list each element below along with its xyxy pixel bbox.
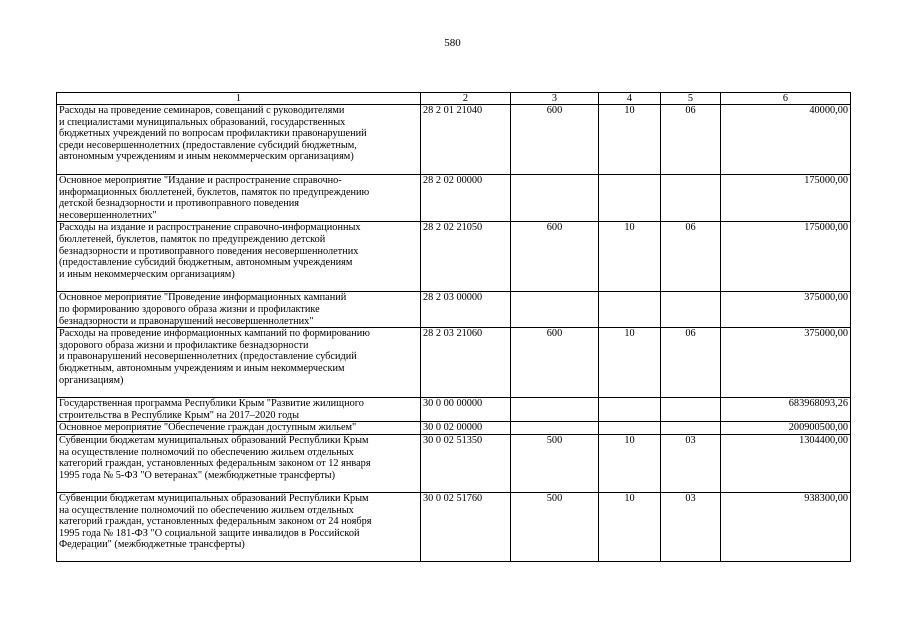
row-expense-type bbox=[511, 398, 599, 422]
table-row bbox=[57, 398, 851, 422]
table-row bbox=[57, 434, 851, 492]
row-section bbox=[599, 292, 661, 328]
row-subsection bbox=[661, 398, 721, 422]
row-amount: 375000,00 bbox=[721, 292, 851, 328]
table-row bbox=[57, 105, 851, 175]
row-expense-type bbox=[511, 292, 599, 328]
col-header-4: 4 bbox=[599, 93, 661, 105]
row-name: Субвенции бюджетам муниципальных образований Республики Крым на осуществление полномочий по обеспечению жильем отдельных категорий граждан, установленных федеральным законом от 12 января 1995 года № 5-ФЗ "О ветеранах" (межбюджетные трансферты) bbox=[57, 434, 421, 492]
row-subsection: 06 bbox=[661, 222, 721, 292]
col-header-6: 6 bbox=[721, 93, 851, 105]
row-subsection: 03 bbox=[661, 434, 721, 492]
row-code: 28 2 03 21060 bbox=[421, 328, 511, 398]
row-section bbox=[599, 398, 661, 422]
row-name: Государственная программа Республики Крым "Развитие жилищного строительства в Республике Крым" на 2017–2020 годы bbox=[57, 398, 421, 422]
row-name: Основное мероприятие "Издание и распространение справочно- информационных бюллетеней, буклетов, памяток по предупреждению детской безнадзорности и противоправного поведения несовершеннолетних" bbox=[57, 175, 421, 222]
row-code: 28 2 02 00000 bbox=[421, 175, 511, 222]
row-expense-type: 600 bbox=[511, 222, 599, 292]
col-header-1: 1 bbox=[57, 93, 421, 105]
col-header-3: 3 bbox=[511, 93, 599, 105]
row-amount: 200900500,00 bbox=[721, 422, 851, 435]
col-header-2: 2 bbox=[421, 93, 511, 105]
row-section: 10 bbox=[599, 105, 661, 175]
row-name: Основное мероприятие "Обеспечение граждан доступным жильем" bbox=[57, 422, 421, 435]
row-code: 28 2 02 21050 bbox=[421, 222, 511, 292]
row-code: 30 0 02 51350 bbox=[421, 434, 511, 492]
table-row bbox=[57, 222, 851, 292]
row-amount: 375000,00 bbox=[721, 328, 851, 398]
row-amount: 175000,00 bbox=[721, 222, 851, 292]
row-code: 28 2 03 00000 bbox=[421, 292, 511, 328]
row-amount: 683968093,26 bbox=[721, 398, 851, 422]
row-code: 28 2 01 21040 bbox=[421, 105, 511, 175]
row-subsection bbox=[661, 292, 721, 328]
row-expense-type: 500 bbox=[511, 434, 599, 492]
row-section: 10 bbox=[599, 434, 661, 492]
row-code: 30 0 00 00000 bbox=[421, 398, 511, 422]
row-name: Расходы на издание и распространение справочно-информационных бюллетеней, буклетов, памяток по предупреждению детской безнадзорности и противоправного поведения несовершеннолетних (предоставление субсидий бюджетным, автономным учреждениям и иным некоммерческим организациям) bbox=[57, 222, 421, 292]
table-row bbox=[57, 292, 851, 328]
row-section bbox=[599, 175, 661, 222]
row-subsection: 06 bbox=[661, 105, 721, 175]
header-row bbox=[57, 93, 851, 105]
col-header-5: 5 bbox=[661, 93, 721, 105]
row-subsection: 06 bbox=[661, 328, 721, 398]
row-expense-type: 600 bbox=[511, 328, 599, 398]
table-row bbox=[57, 422, 851, 435]
table-row bbox=[57, 175, 851, 222]
row-amount: 938300,00 bbox=[721, 492, 851, 561]
row-amount: 175000,00 bbox=[721, 175, 851, 222]
row-code: 30 0 02 51760 bbox=[421, 492, 511, 561]
row-name: Расходы на проведение семинаров, совещаний с руководителями и специалистами муниципальных образований, государственных бюджетных учреждений по вопросам профилактики правонарушений среди несовершеннолетних (предоставление субсидий бюджетным, автономным учреждениям и иным некоммерческим организациям) bbox=[57, 105, 421, 175]
row-subsection bbox=[661, 422, 721, 435]
row-amount: 40000,00 bbox=[721, 105, 851, 175]
row-name: Расходы на проведение информационных кампаний по формированию здорового образа жизни и профилактике безнадзорности и правонарушений несовершеннолетних (предоставление субсидий бюджетным, автономным учреждениям и иным некоммерческим организациям) bbox=[57, 328, 421, 398]
row-expense-type: 500 bbox=[511, 492, 599, 561]
table-row bbox=[57, 492, 851, 561]
row-subsection: 03 bbox=[661, 492, 721, 561]
row-amount: 1304400,00 bbox=[721, 434, 851, 492]
row-section: 10 bbox=[599, 328, 661, 398]
row-expense-type bbox=[511, 422, 599, 435]
row-expense-type: 600 bbox=[511, 105, 599, 175]
table-row bbox=[57, 328, 851, 398]
row-section: 10 bbox=[599, 492, 661, 561]
row-name: Субвенции бюджетам муниципальных образований Республики Крым на осуществление полномочий по обеспечению жильем отдельных категорий граждан, установленных федеральным законом от 24 ноября 1995 года № 181-ФЗ "О социальной защите инвалидов в Российской Федерации" (межбюджетные трансферты) bbox=[57, 492, 421, 561]
page-number: 580 bbox=[444, 37, 461, 49]
row-section: 10 bbox=[599, 222, 661, 292]
row-code: 30 0 02 00000 bbox=[421, 422, 511, 435]
row-subsection bbox=[661, 175, 721, 222]
row-section bbox=[599, 422, 661, 435]
row-expense-type bbox=[511, 175, 599, 222]
row-name: Основное мероприятие "Проведение информационных кампаний по формированию здорового образа жизни и профилактике безнадзорности и правонарушений несовершеннолетних" bbox=[57, 292, 421, 328]
budget-table bbox=[56, 92, 851, 562]
